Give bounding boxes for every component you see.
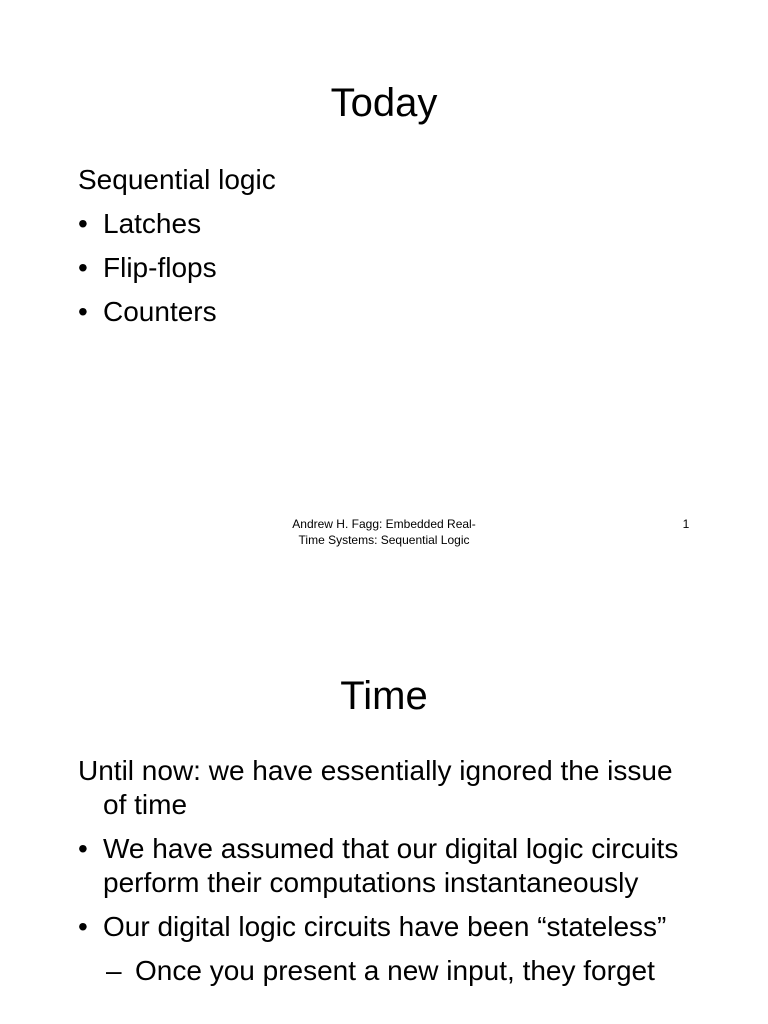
sub-bullet-text: Once you present a new input, they forget	[135, 955, 655, 986]
page-number: 1	[682, 517, 690, 531]
bullet-text: Counters	[103, 296, 217, 327]
slide-2	[0, 560, 768, 1024]
slide-title: Today	[330, 81, 438, 125]
bullet-icon: •	[78, 296, 88, 327]
dash-icon: –	[106, 955, 122, 986]
bullet-icon: •	[78, 911, 88, 942]
bullet-text: We have assumed that our digital logic circuits perform their computations instantaneously	[103, 833, 679, 898]
bullet-icon: •	[78, 252, 88, 283]
intro-text: Until now: we have essentially ignored the issue of time	[78, 755, 673, 820]
bullet-text: Flip-flops	[103, 252, 217, 283]
bullet-item	[78, 207, 698, 241]
bullet-item	[78, 295, 698, 329]
bullet-item	[78, 910, 698, 944]
bullet-item	[78, 251, 698, 285]
intro-text: Sequential logic	[78, 164, 276, 195]
slide-body	[78, 754, 698, 998]
footer-author-text: Andrew H. Fagg: Embedded Real-Time Systems: Sequential Logic	[292, 517, 476, 547]
bullet-icon: •	[78, 833, 88, 864]
slide-title: Time	[340, 674, 428, 718]
slide-body	[78, 163, 698, 339]
sub-bullet-item	[78, 954, 698, 988]
bullet-icon: •	[78, 208, 88, 239]
slide-footer	[0, 516, 768, 560]
bullet-text: Our digital logic circuits have been “stateless”	[103, 911, 667, 942]
bullet-item	[78, 832, 698, 900]
bullet-text: Latches	[103, 208, 202, 239]
